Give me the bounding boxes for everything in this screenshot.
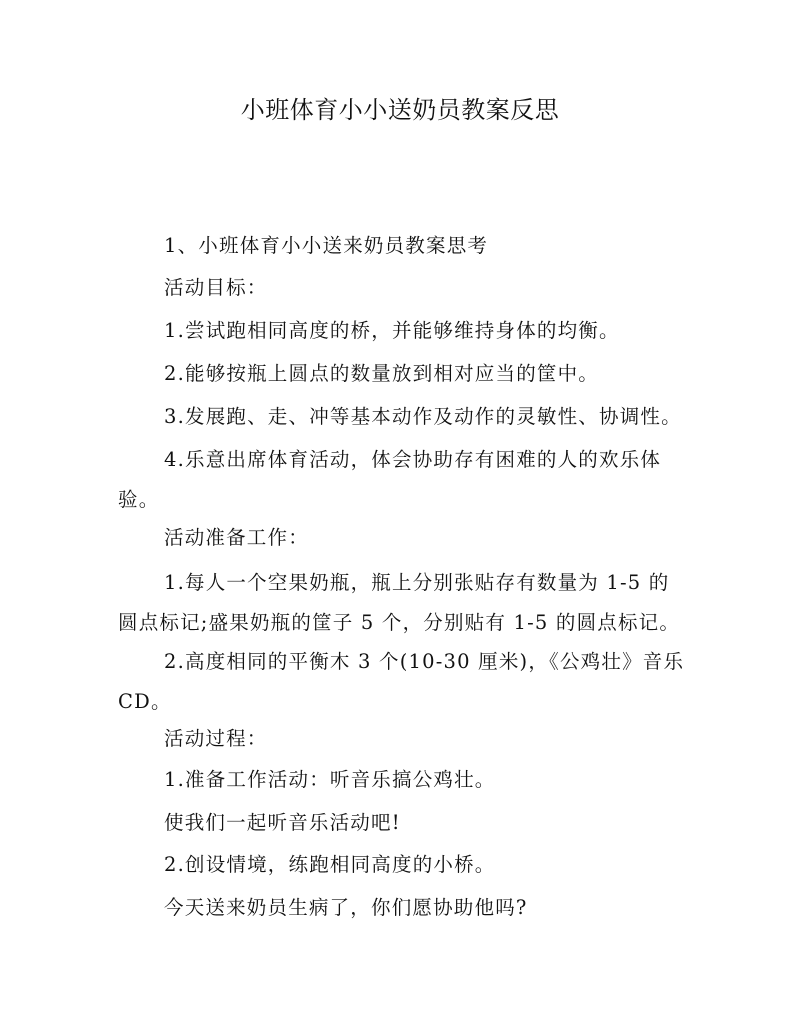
paragraph: 今天送来奶员生病了，你们愿协助他吗? (164, 896, 528, 919)
paragraph: 2.高度相同的平衡木 3 个(10-30 厘米)，《公鸡壮》音乐 CD。 (118, 650, 685, 713)
paragraph: 1.每人一个空果奶瓶，瓶上分别张贴存有数量为 1-5 的圆点标记;盛果奶瓶的筐子 5 个，分别贴有 1-5 的圆点标记。 (118, 571, 681, 634)
paragraph: 活动过程： (164, 727, 268, 750)
section-heading: 1、小班体育小小送来奶员教案思考 (164, 234, 489, 257)
paragraph: 1.尝试跑相同高度的桥，并能够维持身体的均衡。 (164, 319, 620, 342)
paragraph: 1.准备工作活动：听音乐搞公鸡壮。 (164, 768, 496, 791)
paragraph: 3.发展跑、走、冲等基本动作及动作的灵敏性、协调性。 (164, 405, 682, 428)
paragraph: 活动准备工作： (164, 526, 309, 549)
paragraph: 活动目标： (164, 276, 268, 299)
paragraph: 2.创设情境，练跑相同高度的小桥。 (164, 853, 496, 876)
paragraph: 使我们一起听音乐活动吧! (164, 811, 401, 834)
paragraph: 2.能够按瓶上圆点的数量放到相对应当的筐中。 (164, 362, 600, 385)
page-title: 小班体育小小送奶员教案反思 (240, 96, 560, 124)
paragraph: 4.乐意出席体育活动，体会协助存有困难的人的欢乐体验。 (118, 448, 662, 511)
